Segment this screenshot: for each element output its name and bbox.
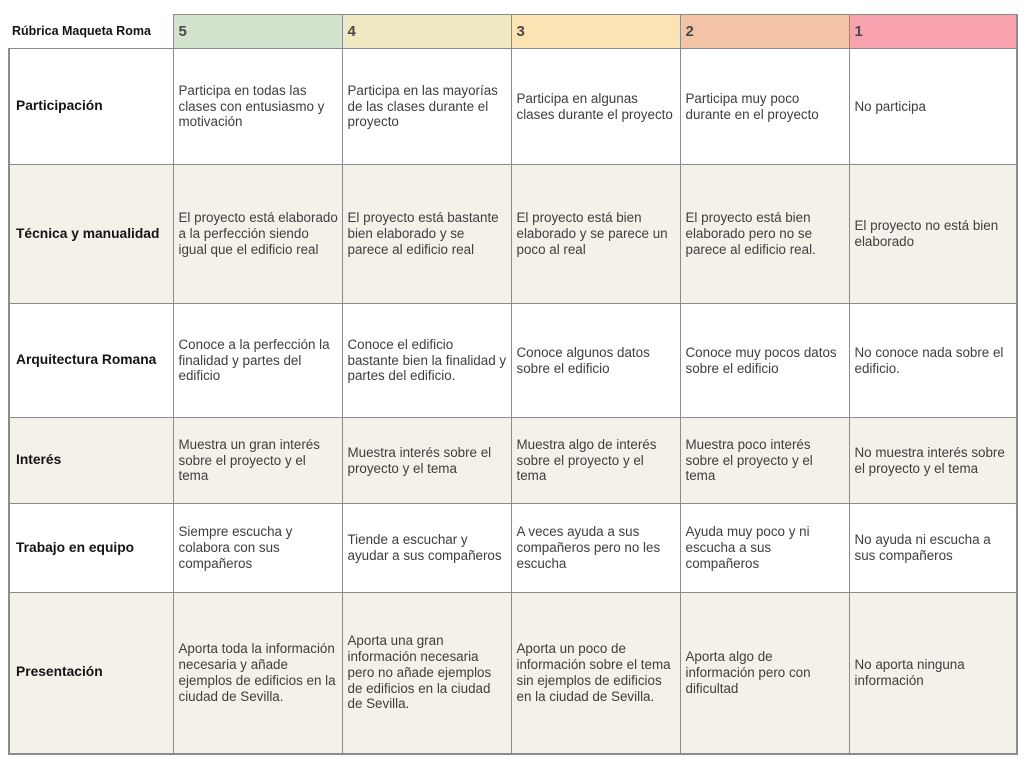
criterion-label: Participación [9, 49, 173, 165]
rubric-cell: Conoce algunos datos sobre el edificio [511, 304, 680, 418]
rubric-cell: Participa en algunas clases durante el proyecto [511, 49, 680, 165]
table-row-tecnica [9, 165, 1017, 304]
score-header-row [9, 15, 1017, 49]
rubric-cell: No participa [849, 49, 1017, 165]
rubric-cell: Participa muy poco durante en el proyecto [680, 49, 849, 165]
rubric-cell: El proyecto no está bien elaborado [849, 165, 1017, 304]
score-header-1: 1 [849, 15, 1017, 49]
rubric-cell: Participa en las mayorías de las clases durante el proyecto [342, 49, 511, 165]
score-header-4: 4 [342, 15, 511, 49]
rubric-cell: Tiende a escuchar y ayudar a sus compañeros [342, 504, 511, 593]
rubric-cell: El proyecto está bastante bien elaborado y se parece al edificio real [342, 165, 511, 304]
criterion-label: Arquitectura Romana [9, 304, 173, 418]
criterion-label: Trabajo en equipo [9, 504, 173, 593]
criterion-label: Interés [9, 418, 173, 504]
table-row-presentacion [9, 593, 1017, 754]
rubric-cell: No aporta ninguna información [849, 593, 1017, 754]
rubric-cell: El proyecto está bien elaborado pero no se parece al edificio real. [680, 165, 849, 304]
rubric-cell: Aporta toda la información necesaria y añade ejemplos de edificios en la ciudad de Sevilla. [173, 593, 342, 754]
rubric-cell: Aporta algo de información pero con dificultad [680, 593, 849, 754]
rubric-cell: El proyecto está elaborado a la perfección siendo igual que el edificio real [173, 165, 342, 304]
rubric-cell: Aporta un poco de información sobre el tema sin ejemplos de edificios en la ciudad de Sevilla. [511, 593, 680, 754]
table-row-arquitectura [9, 304, 1017, 418]
rubric-cell: El proyecto está bien elaborado y se parece un poco al real [511, 165, 680, 304]
table-row-trabajo [9, 504, 1017, 593]
rubric-cell: Ayuda muy poco y ni escucha a sus compañeros [680, 504, 849, 593]
rubric-cell: Aporta una gran información necesaria pero no añade ejemplos de edificios en la ciudad de Sevilla. [342, 593, 511, 754]
rubric-cell: Participa en todas las clases con entusiasmo y motivación [173, 49, 342, 165]
score-header-2: 2 [680, 15, 849, 49]
table-row-interes [9, 418, 1017, 504]
rubric-title: Rúbrica Maqueta Roma [9, 15, 173, 49]
rubric-cell: No muestra interés sobre el proyecto y el tema [849, 418, 1017, 504]
criterion-label: Técnica y manualidad [9, 165, 173, 304]
score-header-5: 5 [173, 15, 342, 49]
rubric-cell: Muestra algo de interés sobre el proyecto y el tema [511, 418, 680, 504]
rubric-cell: Siempre escucha y colabora con sus compañeros [173, 504, 342, 593]
rubric-cell: Conoce el edificio bastante bien la finalidad y partes del edificio. [342, 304, 511, 418]
rubric-cell: Conoce muy pocos datos sobre el edificio [680, 304, 849, 418]
rubric-cell: Muestra poco interés sobre el proyecto y el tema [680, 418, 849, 504]
rubric-cell: Muestra interés sobre el proyecto y el tema [342, 418, 511, 504]
rubric-cell: A veces ayuda a sus compañeros pero no les escucha [511, 504, 680, 593]
rubric-cell: No conoce nada sobre el edificio. [849, 304, 1017, 418]
rubric-cell: Muestra un gran interés sobre el proyecto y el tema [173, 418, 342, 504]
rubric-cell: Conoce a la perfección la finalidad y partes del edificio [173, 304, 342, 418]
rubric-table [8, 14, 1018, 755]
score-header-3: 3 [511, 15, 680, 49]
table-row-participacion [9, 49, 1017, 165]
rubric-cell: No ayuda ni escucha a sus compañeros [849, 504, 1017, 593]
criterion-label: Presentación [9, 593, 173, 754]
